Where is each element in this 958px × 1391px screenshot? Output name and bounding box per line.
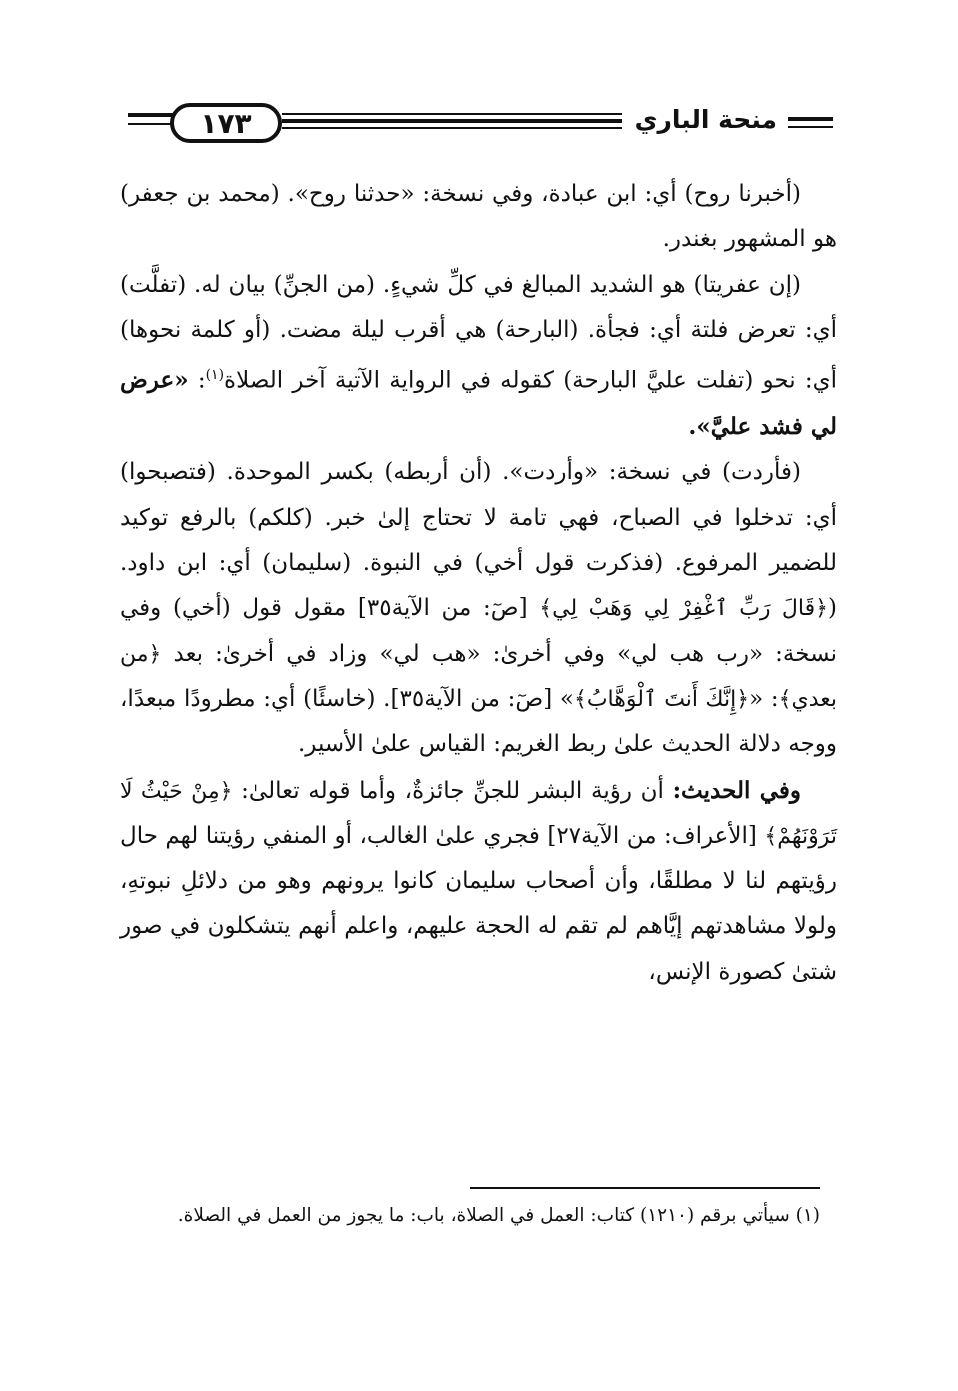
footnote-separator: [470, 1187, 820, 1189]
paragraph-1: (أخبرنا روح) أي: ابن عبادة، وفي نسخة: «حدثنا روح». (محمد بن جعفر) هو المشهور بغندر.: [120, 181, 837, 253]
footnotes: [100, 1198, 820, 1234]
header-rule-right-thick: [788, 117, 833, 121]
paragraph-3-text-b: [صٓ: من الآية٣٥] مقول قول (أخي) وفي نسخة: «رب هب لي» وفي أخرىٰ: «هب لي» وزاد في أخرىٰ: بعد: [120, 595, 837, 667]
paragraph-3: [120, 450, 837, 767]
paragraph-4-heading: وفي الحديث:: [672, 776, 801, 804]
paragraph-3-text-a: (فأردت) في نسخة: «وأردت». (أن أربطه) بكسر الموحدة. (فتصبحوا) أي: تدخلوا في الصباح، فهي تامة لا تحتاج إلىٰ خبر. (كلكم) بالرفع توكيد للضمير المرفوع. (فذكرت قول أخي) في النبوة. (سليمان) أي: ابن داود. (: [120, 459, 838, 622]
quran-verse-2: ﴿من بعدي﴾: [120, 641, 838, 712]
paragraph-4-text-a: أن رؤية البشر للجنِّ جائزةٌ، وأما قوله تعالىٰ:: [232, 777, 673, 804]
page-number: ١٧٣: [170, 103, 282, 143]
paragraph-2-quote: «عرض لي فشد عليَّ».: [120, 366, 837, 441]
header-rule-middle-thick: [282, 119, 622, 123]
main-text: [120, 172, 837, 995]
footnote-reference: (١): [205, 367, 225, 384]
page-header: [120, 95, 835, 155]
quran-verse-1: ﴿قَالَ رَبِّ ٱغْفِرْ لِي وَهَبْ لِي﴾: [539, 596, 829, 622]
paragraph-4: [120, 768, 837, 995]
header-rule-right-thin: [788, 126, 833, 128]
header-rule-middle-thin-bottom: [282, 127, 622, 129]
header-rule-middle-thin-top: [282, 113, 622, 115]
footnote-1: (١) سيأتي برقم (١٢١٠) كتاب: العمل في الصلاة، باب: ما يجوز من العمل في الصلاة.: [177, 1205, 820, 1226]
paragraph-2-text: (إن عفريتا) هو الشديد المبالغ في كلِّ شيءٍ. (من الجنِّ) بيان له. (تفلَّت) أي: تعرض فلتة أي: فجأة. (البارحة) هي أقرب ليلة مضت. (أو كلمة نحوها) أي: نحو (تفلت عليَّ البارحة) كقوله في الرواية الآتية آخر الصلاة: [120, 271, 837, 394]
paragraph-2-colon: :: [188, 367, 206, 394]
quran-verse-3: ﴿إِنَّكَ أَنتَ ٱلْوَهَّابُ﴾: [573, 686, 750, 712]
header-rule-left-thin: [128, 123, 176, 125]
quran-verse-4: ﴿مِنْ حَيْثُ لَا تَرَوْنَهُمْ﴾: [120, 778, 837, 849]
paragraph-4-text-b: [الأعراف: من الآية٢٧] فجري علىٰ الغالب، أو المنفي رؤيتنا لهم حال رؤيتهم لنا لا مطلقًا، وأن أصحاب سليمان كانوا يرونهم وهو من دلائلِ نبوتهِ، ولولا مشاهدتهم إيَّاهم لم تقم له الحجة عليهم، واعلم أنهم يتشكلون في صور شتىٰ كصورة الإنس،: [120, 822, 837, 985]
paragraph-2: [120, 263, 837, 451]
paragraph-3-text-d: » [صٓ: من الآية٣٥]. (خاسئًا) أي: مطرودًا مبعدًا، ووجه دلالة الحديث علىٰ ربط الغريم: القياس علىٰ الأسير.: [120, 685, 837, 758]
header-rule-left-thick: [128, 113, 176, 117]
running-title: منحة الباري: [634, 105, 777, 134]
paragraph-3-text-c: : «: [749, 685, 779, 712]
